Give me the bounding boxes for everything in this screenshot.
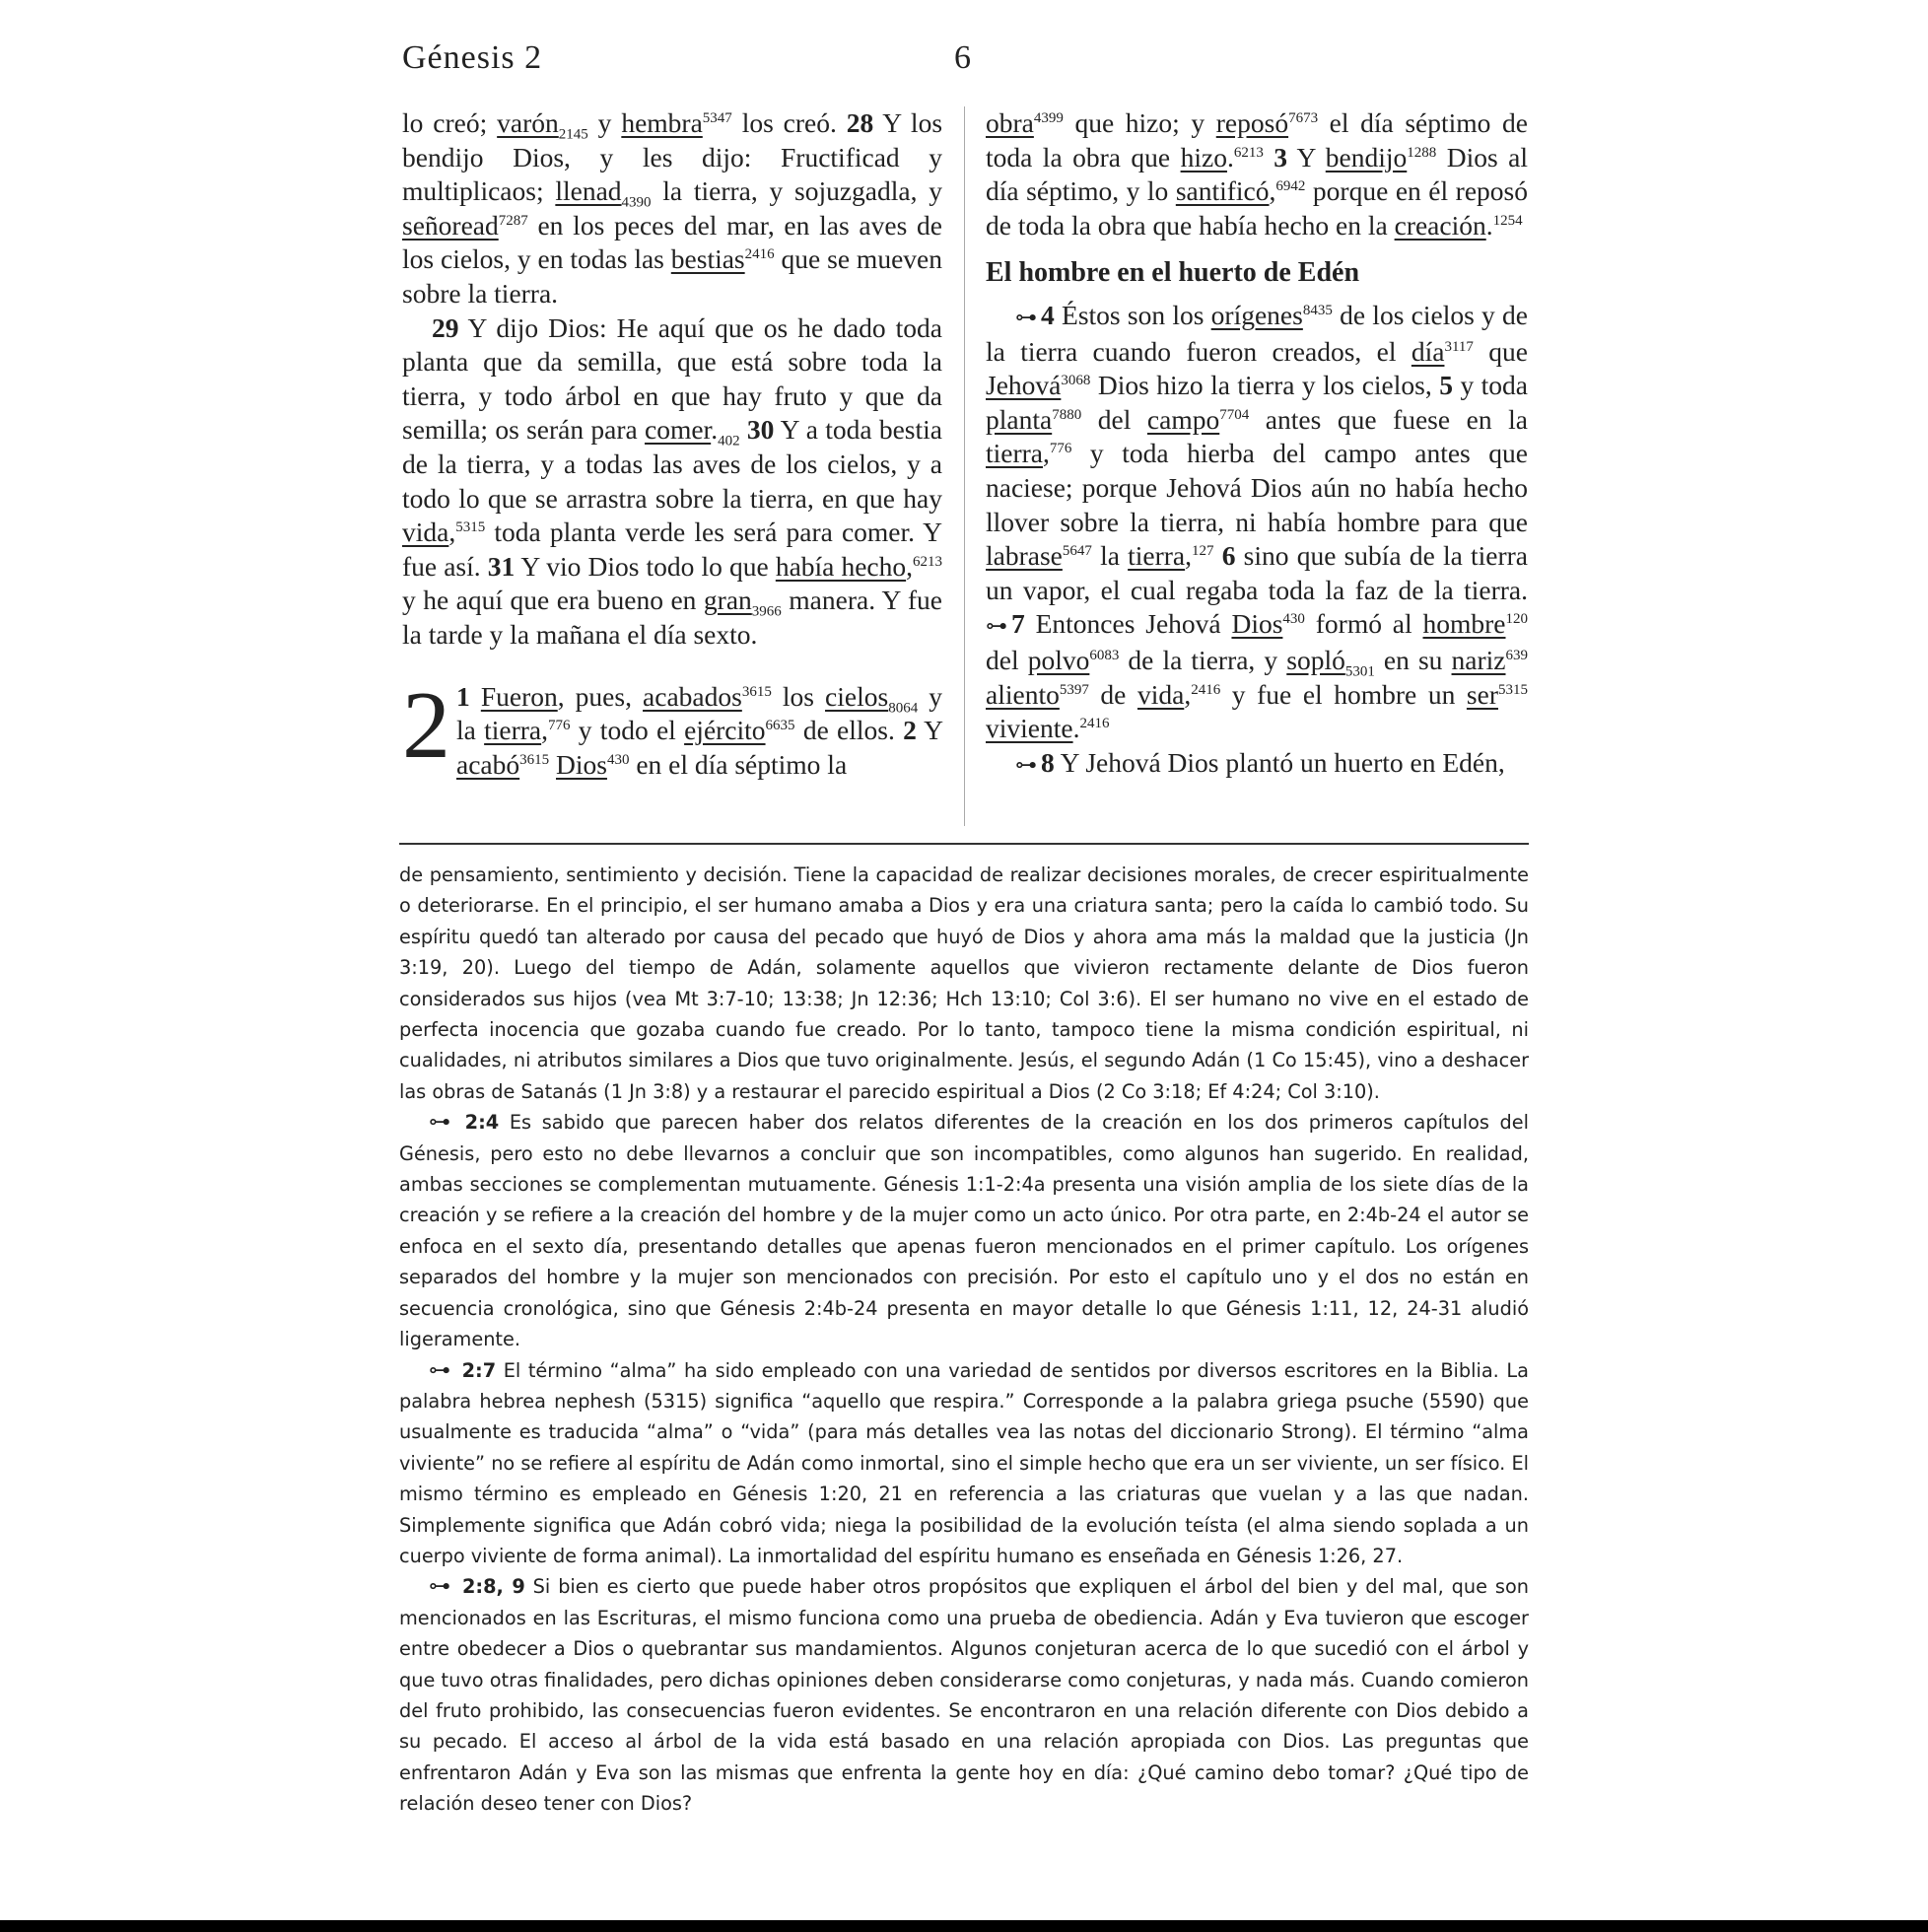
note-reference: 2:7: [461, 1358, 497, 1382]
note-intro: de pensamiento, sentimiento y decisión. Tiene la capacidad de realizar decisiones morales, de crecer espiritualmente o deteriorarse. En el principio, el ser humano amaba a Dios y era una criatura santa; pero la caída lo cambió todo. Su espíritu quedó tan alterado por causa del pecado que huyó de Dios y ahora ama más la maldad que la justicia (Jn 3:19, 20). Luego del tiempo de Adán, solamente aquellos que vivieron rectamente delante de Dios fueron considerados sus hijos (vea Mt 3:7-10; 13:38; Jn 12:36; Hch 13:10; Col 3:6). El ser humano no vive en el estado de perfecta inocencia que gozaba cuando fue creado. Por lo tanto, tampoco tiene la misma condición espiritual, ni cualidades, ni atributos similares a Dios que tuvo originalmente. Jesús, el segundo Adán (1 Co 15:45), vino a deshacer las obras de Satanás (1 Jn 3:8) y a restaurar el parecido espiritual a Dios (2 Co 3:18; Ef 4:24; Col 3:10).: [399, 863, 1529, 1103]
verse-number-7: 7: [1011, 608, 1025, 640]
page-number: 6: [954, 39, 971, 76]
verse-30-text: Y a toda bestia de la tierra, y a todas las aves de los cielos, y a todo lo que se arrastra sobre la tierra, en que hay vida,$^{5315}$ toda planta verde les será para comer. Y fue así.: [402, 414, 942, 582]
verse-number-28: 28: [846, 107, 874, 138]
verse-number-8: 8: [1041, 746, 1055, 778]
note-text: Es sabido que parecen haber dos relatos diferentes de la creación en los dos primeros capítulos del Génesis, pero esto no debe llevarnos a concluir que son incompatibles, como algunos han sugerido. En realidad, ambas secciones se complementan mutuamente. Génesis 1:1-2:4a presenta una visión amplia de los siete días de la creación y se refiere a la creación del hombre y de la mujer como un acto único. Por otra parte, en 2:4b-24 el autor se enfoca en el sexto día, presentando detalles que apenas fueron mencionados en el primer capítulo. Los orígenes separados del hombre y la mujer son mencionados con precisión. Por esto el capítulo uno y el dos no están en secuencia cronológica, sino que Génesis 2:4b-24 presenta en mayor detalle lo que Génesis 1:11, 12, 24-31 aludió ligeramente.: [399, 1111, 1530, 1351]
verse-number-29: 29: [432, 311, 459, 343]
key-icon: ⊶: [429, 1574, 450, 1600]
chapter-2-start: [402, 671, 942, 783]
right-column: [986, 106, 1528, 782]
note-item: [399, 1571, 1529, 1819]
key-icon: ⊶: [986, 613, 1007, 639]
section-heading: El hombre en el huerto de Edén: [986, 257, 1360, 289]
key-icon: ⊶: [1015, 751, 1037, 777]
verse-block-4-8: [986, 299, 1528, 746]
chapter-2-verse-1: Fueron, pues, acabados$^{3615}$ los cielos$_{8064}$ y la tierra,$^{776}$ y todo el ejército$^{6635}$ de ellos.: [456, 680, 942, 746]
verse-block-1-27-31: [402, 106, 942, 311]
verse-3-text: Y bendijo$^{1288}$ Dios al día séptimo, y lo santificó,$^{6942}$ porque en él reposó de toda la obra que había hecho en la creación.$^{1254}$: [986, 141, 1528, 241]
verse-number-3: 3: [1274, 141, 1288, 172]
verse-number-31: 31: [487, 550, 516, 582]
chapter-number: 2: [402, 671, 450, 779]
key-icon: ⊶: [429, 1110, 450, 1136]
key-icon: ⊶: [1015, 304, 1037, 329]
note-reference: 2:8, 9: [461, 1575, 525, 1599]
running-head-book: Génesis 2: [402, 39, 543, 76]
verse-28-text: Y los bendijo Dios, y les dijo: Fructificad y multiplicaos; llenad$_{4390}$ la tierra, y sojuzgadla, y señoread$^{7287}$ en los peces del mar, en las aves de los cielos, y en todas las bestias$^{2416}$ que se mueven sobre la tierra.: [402, 107, 943, 309]
verse-number-5: 5: [1439, 370, 1453, 401]
verse-number-2-2: 2: [903, 715, 917, 746]
verse-7-text: Entonces Jehová Dios$^{430}$ formó al hombre$^{120}$ del polvo$^{6083}$ de la tierra, y sopló$_{5301}$ en su nariz$^{639}$ aliento$^{5397}$ de vida,$^{2416}$ y fue el hombre un ser$^{5315}$ viviente.$^{2416}$: [986, 608, 1528, 744]
column-divider: [964, 106, 965, 826]
note-reference: 2:4: [464, 1111, 500, 1135]
verse-29-text: Y dijo Dios: He aquí que os he dado toda planta que da semilla, que está sobre toda la tierra, y todo árbol en que hay fruto y que da semilla; os serán para $comer._{402}$: [402, 311, 942, 449]
note-item: [399, 1355, 1529, 1572]
key-icon: ⊶: [429, 1357, 450, 1383]
verse-8-start: Y Jehová Dios plantó un huerto en Edén,: [1060, 746, 1505, 778]
left-column: [402, 106, 942, 782]
study-notes: [399, 860, 1529, 1820]
verse-2-end: obra$^{4399}$ que hizo; y reposó$^{7673}$ el día séptimo de toda la obra que hizo.$^{6213}$: [986, 107, 1528, 172]
bottom-edge-bar: [0, 1920, 1928, 1932]
note-item: [399, 1107, 1529, 1354]
verse-block-8: [986, 746, 1528, 783]
verse-number-30: 30: [746, 414, 775, 446]
verse-5-text: y toda planta$^{7880}$ del campo$^{7704}$ antes que fuese en la tierra,$^{776}$ y toda hierba del campo antes que naciese; porque Jehová Dios aún no había hecho llover sobre la tierra, ni había hombre para que labrase$^{5647}$ la tierra,$^{127}$: [986, 370, 1529, 572]
verse-27-end: lo creó; varón$_{2145}$ y hembra$^{5347}$ los creó.: [402, 107, 837, 143]
notes-separator: [399, 843, 1529, 845]
verse-31-text: Y vio Dios todo lo que había hecho,$^{6213}$ y he aquí que era bueno en gran$_{3966}$ manera. Y fue la tarde y la mañana el día sexto.: [402, 550, 943, 650]
chapter-2-verse-2-start: Y acabó$^{3615}$ Dios$^{430}$ en el día séptimo la: [456, 715, 942, 780]
verse-6-text: sino que subía de la tierra un vapor, el cual regaba toda la faz de la tierra.: [986, 540, 1529, 605]
verse-4-text: Éstos son los orígenes$^{8435}$ de los cielos y de la tierra cuando fueron creados, el día$^{3117}$ que Jehová$^{3068}$ Dios hizo la tierra y los cielos,: [986, 299, 1529, 401]
verse-block-2-3: [986, 106, 1528, 242]
verse-number-4: 4: [1041, 299, 1055, 330]
verse-block-29: [402, 311, 942, 653]
verse-number-6: 6: [1221, 540, 1236, 572]
verse-number-2-1: 1: [456, 680, 470, 712]
note-text: Si bien es cierto que puede haber otros propósitos que expliquen el árbol del bien y del mal, que son mencionados en las Escrituras, el mismo funciona como una prueba de obediencia. Adán y Eva tuvieron que escoger entre obedecer a Dios o quebrantar sus mandamientos. Algunos conjeturan acerca de lo que sucedió con el árbol y que tuvo otras finalidades, pero dichas opiniones deben considerarse como conjeturas, y nada más. Cuando comieron del fruto prohibido, las consecuencias fueron evidentes. Se encontraron en una relación diferente con Dios debido a su pecado. El acceso al árbol de la vida está basado en una relación apropiada con Dios. Las preguntas que enfrentaron Adán y Eva son las mismas que enfrenta la gente hoy en día: ¿Qué camino debo tomar? ¿Qué tipo de relación deseo tener con Dios?: [399, 1575, 1529, 1816]
note-text: El término “alma” ha sido empleado con una variedad de sentidos por diversos escritores en la Biblia. La palabra hebrea nephesh (5315) significa “aquello que respira.” Corresponde a la palabra griega psuche (5590) que usualmente es traducida “alma” o “vida” (para más detalles vea las notas del diccionario Strong). El término “alma viviente” no se refiere al espíritu de Adán como inmortal, sino el simple hecho que era un ser viviente, un ser físico. El mismo término es empleado en Génesis 1:20, 21 en referencia a las criaturas que vuelan y a las que nadan. Simplemente significa que Adán cobró vida; niega la posibilidad de la evolución teísta (el alma siendo soplada a un cuerpo viviente de forma animal). La inmortalidad del espíritu humano es enseñada en Génesis 1:26, 27.: [399, 1358, 1529, 1567]
